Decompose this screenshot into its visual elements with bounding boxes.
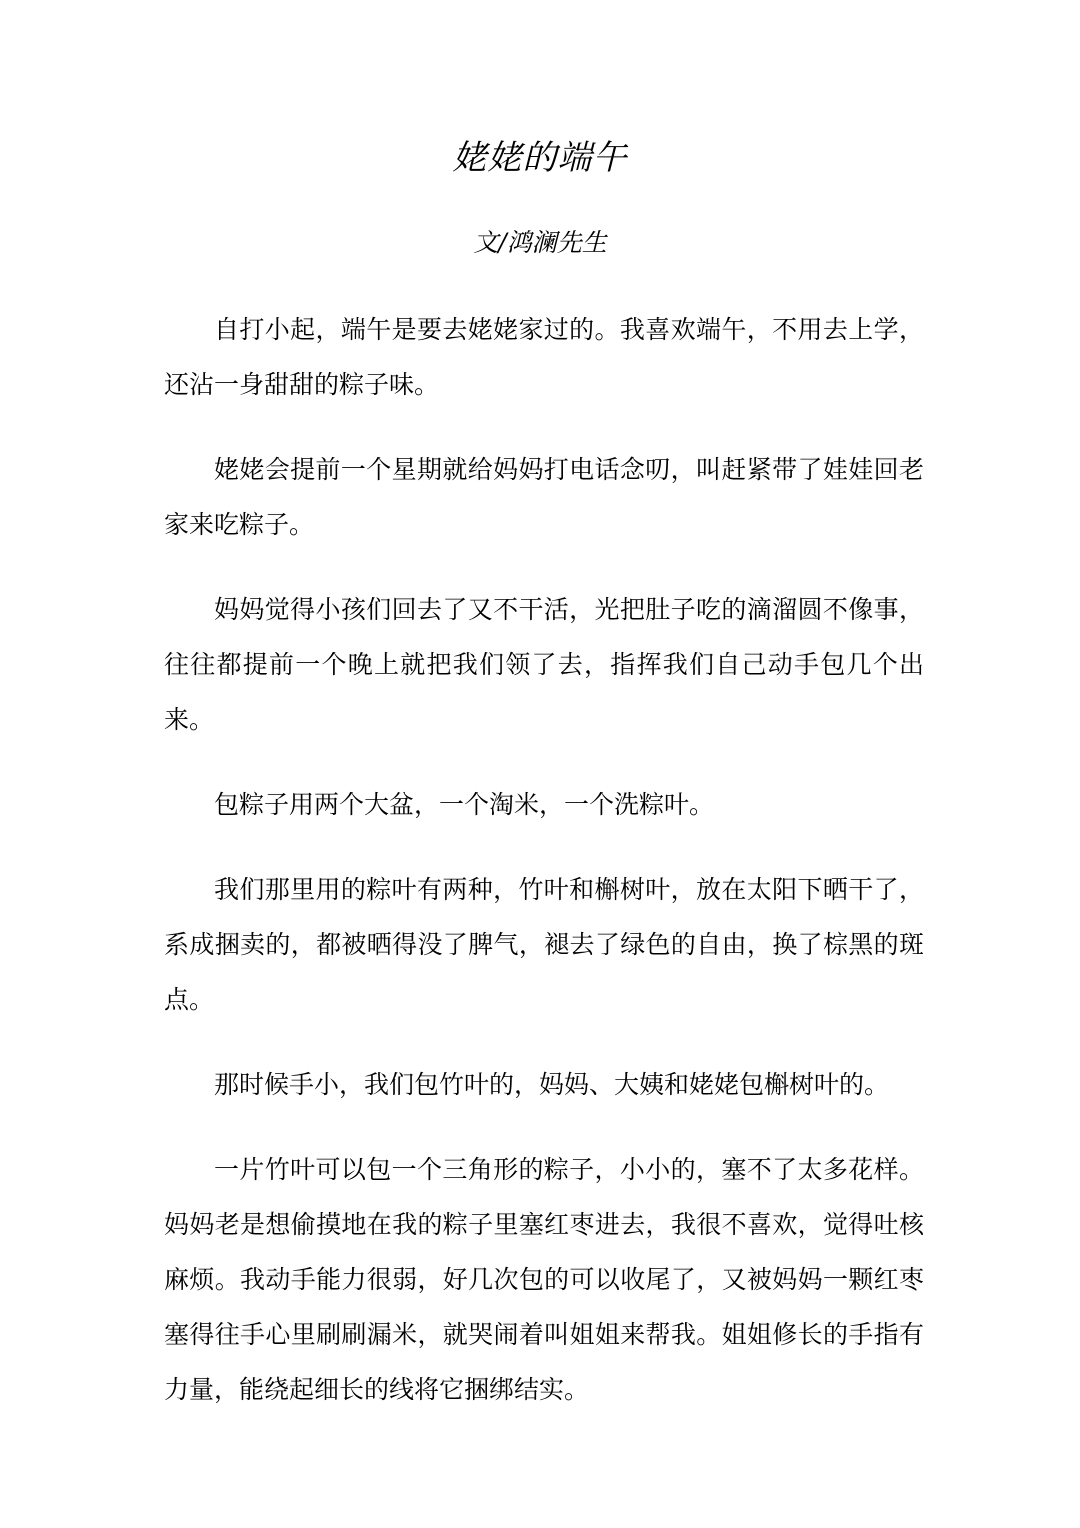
author-byline: 文/鸿澜先生	[473, 228, 607, 257]
paragraph: 姥姥会提前一个星期就给妈妈打电话念叨，叫赶紧带了娃娃回老家来吃粽子。	[164, 455, 924, 539]
paragraph: 妈妈觉得小孩们回去了又不干活，光把肚子吃的滴溜圆不像事，往往都提前一个晚上就把我们领了去，指挥我们自己动手包几个出来。	[164, 595, 924, 734]
article-body	[164, 302, 924, 1447]
paragraph: 包粽子用两个大盆，一个淘米，一个洗粽叶。	[214, 790, 715, 819]
paragraph: 那时候手小，我们包竹叶的，妈妈、大姨和姥姥包槲树叶的。	[214, 1070, 890, 1099]
document-title: 姥姥的端午	[452, 138, 628, 178]
paragraph: 我们那里用的粽叶有两种，竹叶和槲树叶，放在太阳下晒干了，系成捆卖的，都被晒得没了脾气，褪去了绿色的自由，换了棕黑的斑点。	[164, 875, 924, 1014]
paragraph: 自打小起，端午是要去姥姥家过的。我喜欢端午，不用去上学，还沾一身甜甜的粽子味。	[164, 315, 924, 399]
paragraph: 一片竹叶可以包一个三角形的粽子，小小的，塞不了太多花样。妈妈老是想偷摸地在我的粽子里塞红枣进去，我很不喜欢，觉得吐核麻烦。我动手能力很弱，好几次包的可以收尾了，又被妈妈一颗红枣塞得往手心里刷刷漏米，就哭闹着叫姐姐来帮我。姐姐修长的手指有力量，能绕起细长的线将它捆绑结实。	[164, 1155, 924, 1404]
